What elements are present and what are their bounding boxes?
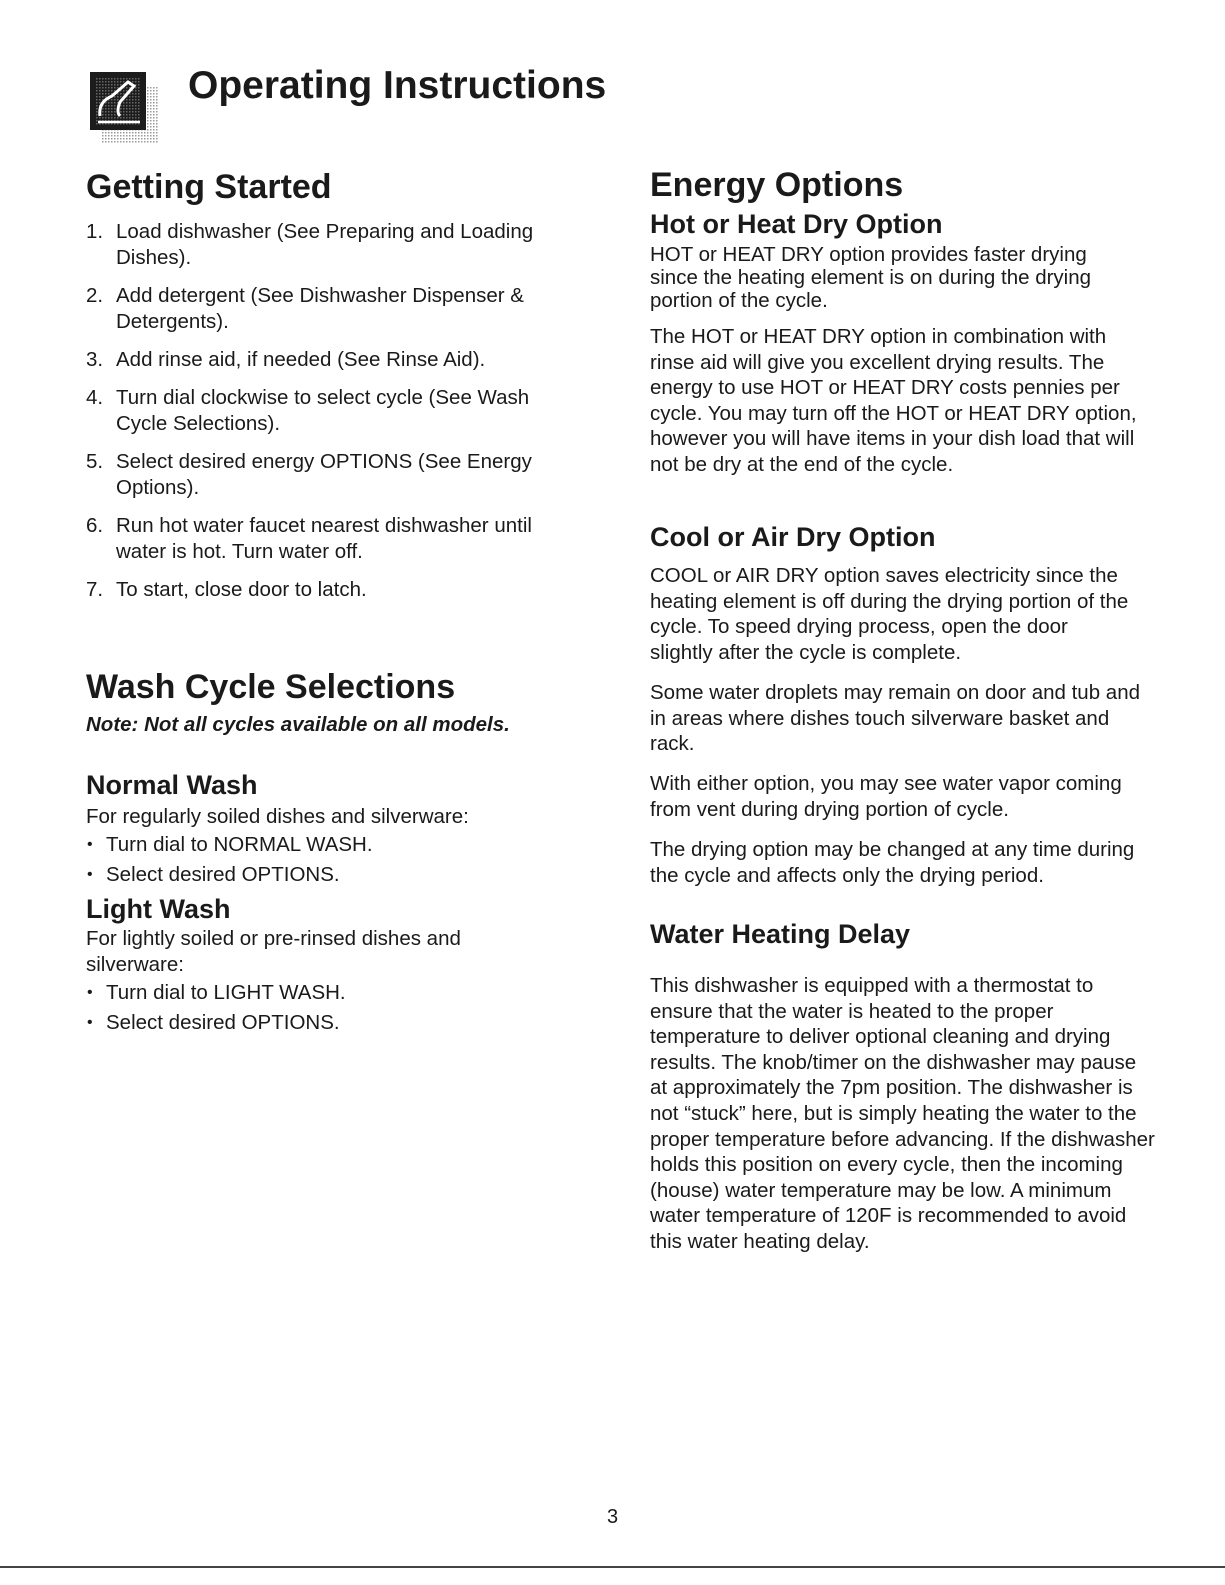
cool-dry-paragraph-2: Some water droplets may remain on door and tub and in areas where dishes touch silverware basket and rack.: [650, 681, 1140, 756]
cool-dry-paragraph-3: With either option, you may see water vapor coming from vent during drying portion of cycle.: [650, 772, 1122, 821]
list-item: 7. To start, close door to latch.: [86, 578, 367, 601]
cool-dry-heading: Cool or Air Dry Option: [650, 522, 936, 552]
list-item: • Select desired OPTIONS.: [86, 862, 606, 888]
operating-instructions-icon: [90, 72, 158, 144]
normal-wash-bullets: [86, 828, 606, 888]
hot-dry-heading: Hot or Heat Dry Option: [650, 209, 943, 239]
list-item: 2. Add detergent (See Dishwasher Dispenser & Detergents).: [86, 284, 524, 333]
water-heating-paragraph: This dishwasher is equipped with a thermostat to ensure that the water is heated to the proper temperature to deliver optional cleaning and drying results. The knob/timer on the dishwasher may pause at approximately the 7pm position. The dishwasher is not “stuck” here, but is simply heating the water to the proper temperature before advancing. If the dishwasher holds this position on every cycle, then the incoming (house) water temperature may be low. A minimum water temperature of 120F is recommended to avoid this water heating delay.: [650, 974, 1155, 1253]
page-number: 3: [606, 1506, 619, 1528]
page-title: Operating Instructions: [188, 64, 607, 107]
cool-dry-paragraph-1: COOL or AIR DRY option saves electricity since the heating element is off during the drying portion of the cycle. To speed drying process, open the door slightly after the cycle is complete.: [650, 564, 1129, 664]
getting-started-heading: Getting Started: [86, 168, 332, 206]
normal-wash-heading: Normal Wash: [86, 770, 258, 800]
water-heating-heading: Water Heating Delay: [650, 919, 911, 949]
list-item: • Turn dial to NORMAL WASH.: [86, 832, 606, 858]
list-item: 5. Select desired energy OPTIONS (See Energy Options).: [86, 450, 532, 499]
list-item: 1. Load dishwasher (See Preparing and Loading Dishes).: [86, 220, 534, 269]
getting-started-steps: [86, 219, 586, 615]
light-wash-bullets: [86, 976, 606, 1036]
list-item: • Select desired OPTIONS.: [86, 1010, 606, 1036]
list-item: • Turn dial to LIGHT WASH.: [86, 980, 606, 1006]
list-item: 6. Run hot water faucet nearest dishwasher until water is hot. Turn water off.: [86, 514, 532, 563]
hot-dry-paragraph-2: The HOT or HEAT DRY option in combination with rinse aid will give you excellent drying results. The energy to use HOT or HEAT DRY costs pennies per cycle. You may turn off the HOT or HEAT DRY option, however you will have items in your dish load that will not be dry at the end of the cycle.: [650, 325, 1137, 476]
list-item: 4. Turn dial clockwise to select cycle (See Wash Cycle Selections).: [86, 386, 530, 435]
light-wash-heading: Light Wash: [86, 894, 231, 924]
wash-cycle-heading: Wash Cycle Selections: [86, 668, 456, 706]
light-wash-intro: For lightly soiled or pre-rinsed dishes and silverware:: [86, 927, 461, 976]
cool-dry-paragraph-4: The drying option may be changed at any time during the cycle and affects only the drying period.: [650, 838, 1135, 887]
bottom-divider: [0, 1566, 1225, 1568]
models-note: Note: Not all cycles available on all models.: [86, 713, 510, 736]
list-item: 3. Add rinse aid, if needed (See Rinse Aid).: [86, 348, 486, 371]
normal-wash-intro: For regularly soiled dishes and silverware:: [86, 805, 469, 828]
hot-dry-paragraph-1: HOT or HEAT DRY option provides faster drying since the heating element is on during the drying portion of the cycle.: [650, 243, 1092, 312]
energy-options-heading: Energy Options: [650, 166, 904, 204]
